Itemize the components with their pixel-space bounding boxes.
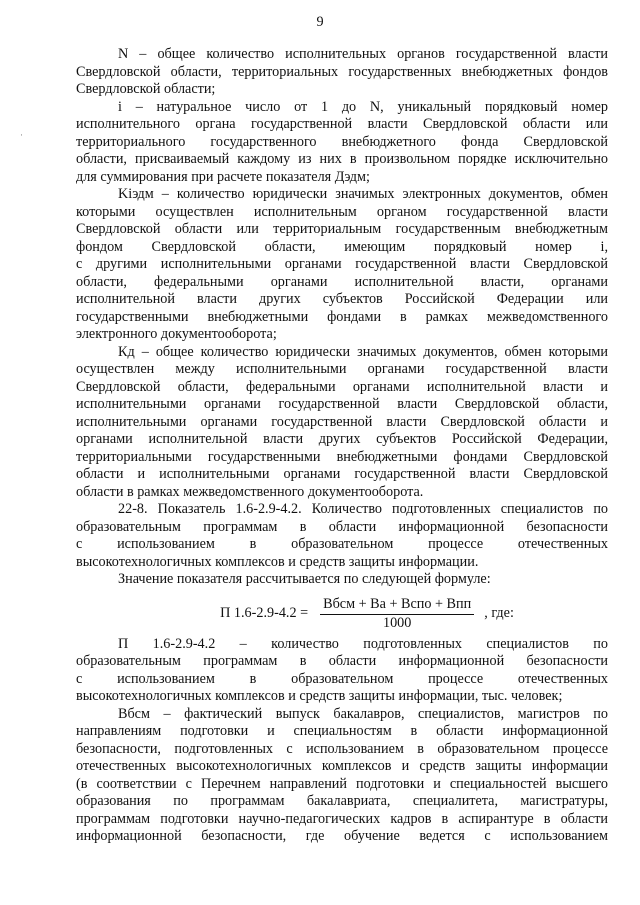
text-line: образовательным программам в области информационной безопасности <box>76 653 608 669</box>
text-line: территориального государственного внебюджетного фонда Свердловской <box>76 133 608 150</box>
formula-denominator: 1000 <box>382 614 412 631</box>
text-line: с другими исполнительными органами государственной власти Свердловской <box>76 256 608 272</box>
text-line: Свердловской области или территориальным государственным внебюджетным <box>76 221 608 237</box>
text-line: области, федеральными органами исполнительной власти, органами <box>76 273 608 290</box>
text-block-top <box>76 46 608 589</box>
page-number: 9 <box>316 14 324 30</box>
document-body <box>76 46 608 846</box>
text-line: высокотехнологичных комплексов и средств защиты информации, тыс. человек; <box>76 688 563 704</box>
text-line: территориальными государственными внебюджетными фондами Свердловской <box>76 448 608 465</box>
text-line: области и исполнительными органами государственной власти Свердловской <box>76 466 608 482</box>
text-line: (в соответствии с Перечнем направлений подготовки и специальностей высшего <box>76 775 608 792</box>
formula-numerator: Вбсм + Ва + Вспо + Впп <box>320 596 474 615</box>
text-line: органами исполнительной власти других субъектов Российской Федерации, <box>76 431 608 447</box>
text-line: 22-8. Показатель 1.6-2.9-4.2. Количество подготовленных специалистов по <box>118 501 608 517</box>
formula-lhs: П 1.6-2.9-4.2 = <box>220 604 309 621</box>
text-block-bottom <box>76 636 608 846</box>
text-line: образовательным программам в области информационной безопасности <box>76 518 608 535</box>
text-line: Вбсм – фактический выпуск бакалавров, специалистов, магистров по <box>118 705 608 722</box>
text-line: i – натуральное число от 1 до N, уникальный порядковый номер <box>118 98 608 115</box>
text-line: высокотехнологичных комплексов и средств защиты информации. <box>76 553 479 570</box>
text-line: П 1.6-2.9-4.2 – количество подготовленных специалистов по <box>118 635 608 652</box>
text-line: отечественных высокотехнологичных комплексов и средств защиты информации <box>76 758 608 774</box>
text-line: исполнительного органа государственной власти Свердловской области или <box>76 116 608 132</box>
text-line: которыми осуществлен исполнительным органом государственной власти <box>76 203 608 220</box>
text-line: области в рамках межведомственного документооборота. <box>76 483 424 500</box>
text-line: программам подготовки научно-педагогических кадров в аспирантуре в области <box>76 810 608 827</box>
text-line: электронного документооборота; <box>76 326 277 342</box>
text-line: направлениям подготовки и специальностям в области информационной <box>76 723 608 739</box>
text-line: осуществлен между исполнительными органами государственной власти <box>76 361 608 377</box>
text-line: Значение показателя рассчитывается по следующей формуле: <box>118 571 491 587</box>
formula-tail: , где: <box>484 604 514 621</box>
text-line: Кд – общее количество юридически значимых документов, обмен которыми <box>118 343 608 360</box>
formula <box>76 592 608 636</box>
text-line: Свердловской области, федеральными органами исполнительной власти и <box>76 378 608 395</box>
text-line: исполнительными органами государственной власти Свердловской области, <box>76 396 608 412</box>
text-line: N – общее количество исполнительных органов государственной власти <box>118 46 608 62</box>
text-line: исполнительной власти других субъектов Российской Федерации или <box>76 291 608 307</box>
margin-mark: · <box>20 130 23 140</box>
text-line: Свердловской области, территориальных государственных внебюджетных фондов <box>76 63 608 80</box>
text-line: государственными внебюджетными фондами в рамках межведомственного <box>76 308 608 325</box>
text-line: с использованием в образовательном процессе отечественных <box>76 670 608 687</box>
text-line: безопасности, подготовленных с использованием в образовательном процессе <box>76 740 608 757</box>
text-line: Свердловской области; <box>76 81 216 97</box>
text-line: образования по программам бакалавриата, специалитета, магистратуры, <box>76 793 608 809</box>
text-line: области, присваиваемый каждому из них в произвольном порядке исключительно <box>76 151 608 167</box>
text-line: информационной безопасности, где обучение ведется с использованием <box>76 828 608 844</box>
text-line: с использованием в образовательном процессе отечественных <box>76 536 608 552</box>
text-line: Kiэдм – количество юридически значимых электронных документов, обмен <box>118 186 608 202</box>
text-line: для суммирования при расчете показателя Дэдм; <box>76 168 370 185</box>
text-line: исполнительными органами государственной власти Свердловской области и <box>76 413 608 430</box>
text-line: фондом Свердловской области, имеющим порядковый номер i, <box>76 238 608 255</box>
formula-fraction <box>320 596 474 632</box>
